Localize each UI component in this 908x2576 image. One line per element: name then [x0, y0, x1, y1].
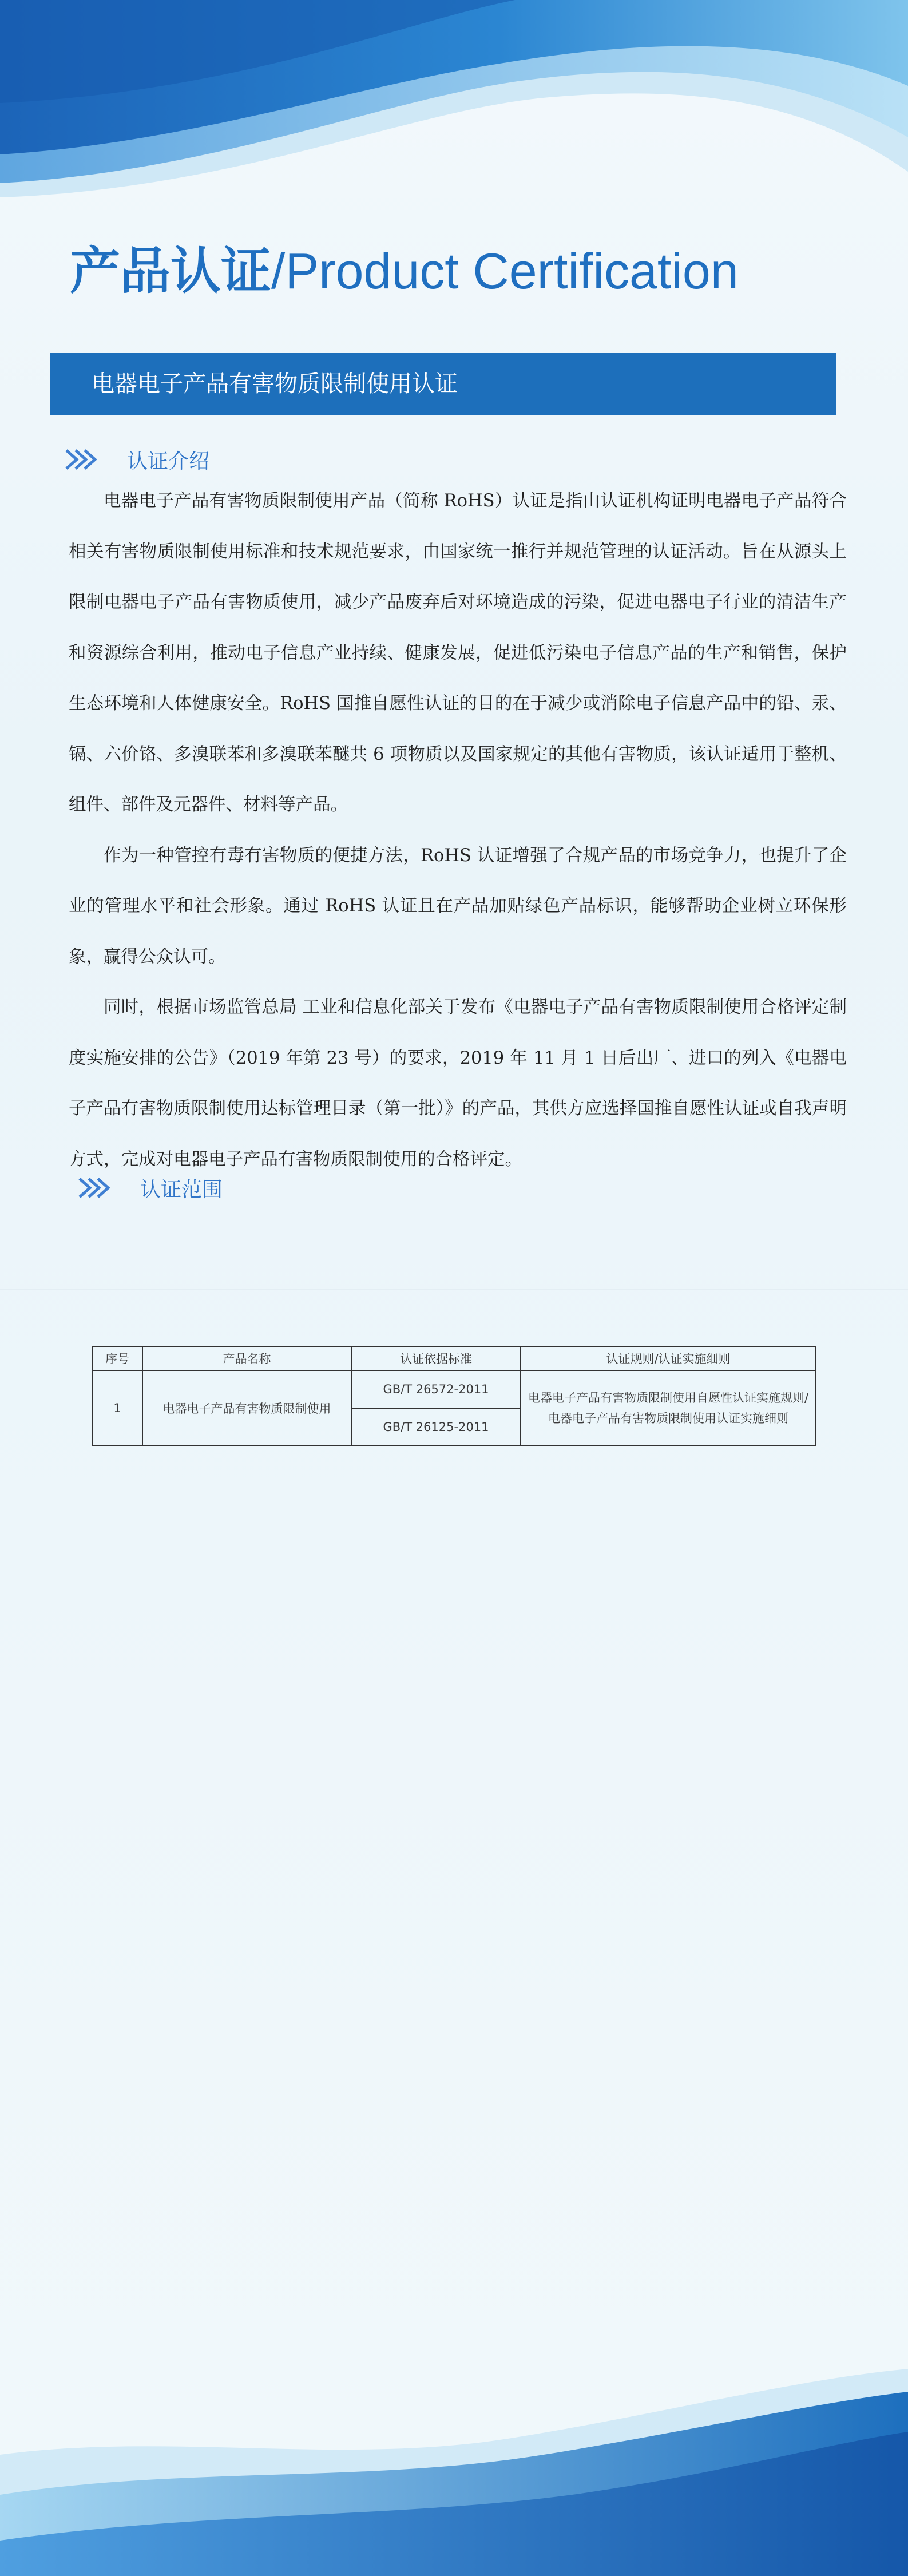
page-title: [70, 243, 739, 299]
intro-text: [69, 476, 847, 1185]
page-title-cn: 产品认证: [70, 243, 272, 299]
cell-number: 1: [92, 1370, 142, 1446]
double-chevron-right-icon: [77, 1176, 113, 1199]
table-header-row: [92, 1346, 816, 1370]
table-row: [92, 1370, 816, 1408]
section-divider: [0, 1289, 908, 1290]
cell-standard: GB/T 26125-2011: [351, 1408, 521, 1446]
intro-paragraph: 作为一种管控有毒有害物质的便捷方法，RoHS 认证增强了合规产品的市场竞争力，也提升了企业的管理水平和社会形象。通过 RoHS 认证且在产品加贴绿色产品标识，能够帮助企业树立环保形象，赢得公众认可。: [69, 845, 847, 967]
page-title-en: /Product Certification: [271, 243, 739, 299]
column-header: 序号: [92, 1346, 142, 1370]
section-heading-intro: [64, 442, 209, 477]
column-header: 产品名称: [142, 1346, 351, 1370]
footer-wave-decoration: [0, 2369, 908, 2576]
section-heading-label: 认证介绍: [127, 449, 210, 473]
cell-product-name: 电器电子产品有害物质限制使用: [142, 1370, 351, 1446]
header-wave-decoration: [0, 0, 908, 217]
section-heading-scope: [77, 1171, 223, 1205]
double-chevron-right-icon: [64, 448, 100, 471]
intro-paragraph: 同时，根据市场监管总局 工业和信息化部关于发布《电器电子产品有害物质限制使用合格评定制度实施安排的公告》（2019 年第 23 号）的要求，2019 年 11 月 1 日后出厂、进口的列入《电器电子产品有害物质限制使用达标管理目录（第一批）》的产品，其供方应选择国推自愿性认证或自我声明方式，完成对电器电子产品有害物质限制使用的合格评定。: [69, 997, 847, 1170]
intro-paragraph: 电器电子产品有害物质限制使用产品（简称 RoHS）认证是指由认证机构证明电器电子产品符合相关有害物质限制使用标准和技术规范要求，由国家统一推行并规范管理的认证活动。旨在从源头上限制电器电子产品有害物质使用，减少产品废弃后对环境造成的污染，促进电器电子行业的清洁生产和资源综合利用，推动电子信息产业持续、健康发展，促进低污染电子信息产品的生产和销售，保护生态环境和人体健康安全。RoHS 国推自愿性认证的目的在于减少或消除电子信息产品中的铅、汞、镉、六价铬、多溴联苯和多溴联苯醚共 6 项物质以及国家规定的其他有害物质，该认证适用于整机、组件、部件及元器件、材料等产品。: [69, 491, 847, 815]
cell-rules: 电器电子产品有害物质限制使用自愿性认证实施规则/电器电子产品有害物质限制使用认证实施细则: [521, 1370, 816, 1446]
section-banner: 电器电子产品有害物质限制使用认证: [50, 353, 836, 415]
section-heading-label: 认证范围: [140, 1178, 223, 1202]
column-header: 认证规则/认证实施细则: [521, 1346, 816, 1370]
column-header: 认证依据标准: [351, 1346, 521, 1370]
cell-standard: GB/T 26572-2011: [351, 1370, 521, 1408]
certification-table: [92, 1346, 816, 1446]
